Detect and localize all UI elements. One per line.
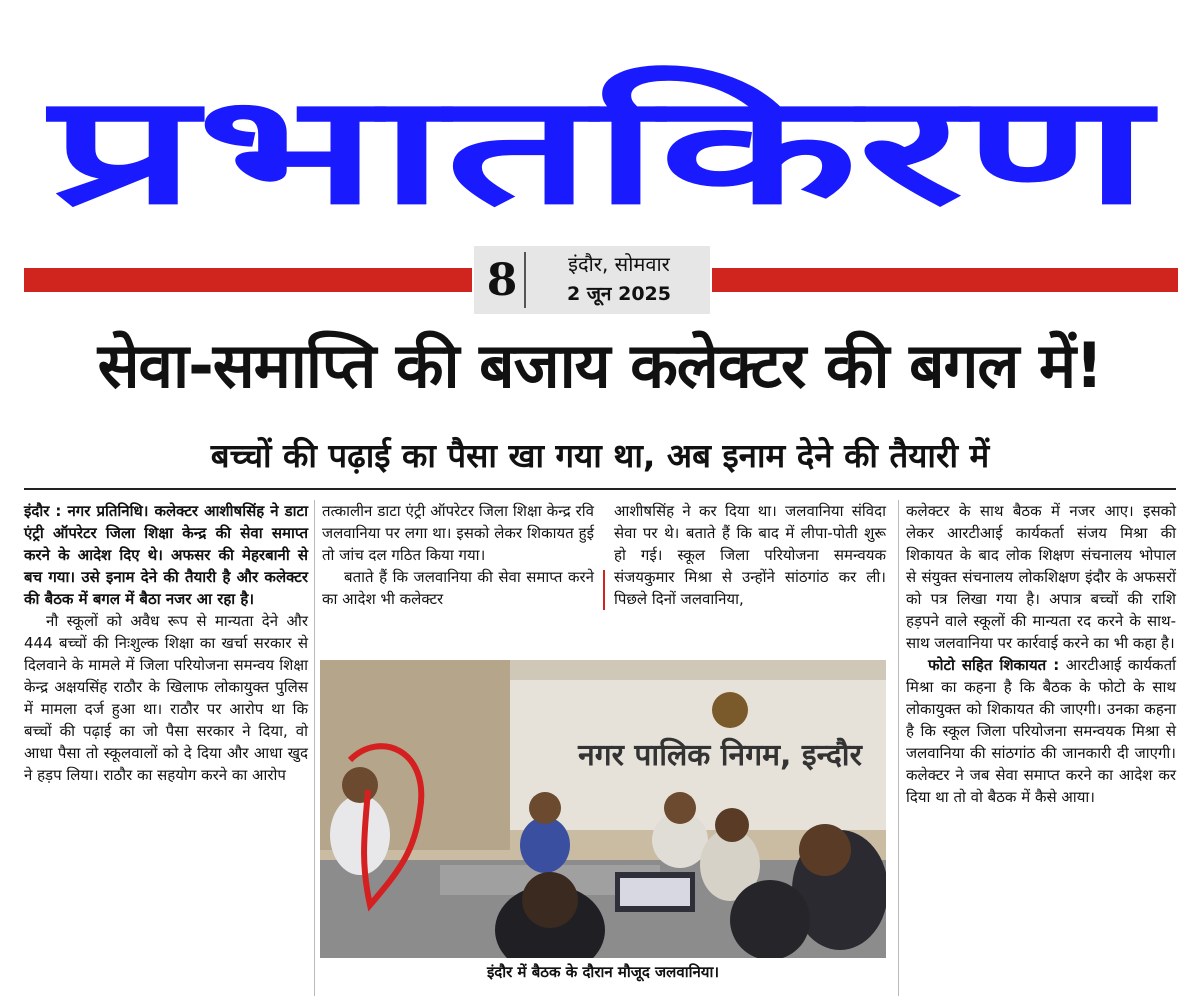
- masthead-logo: [40, 52, 1160, 242]
- article-col2-p2: बताते हैं कि जलवानिया की सेवा समाप्त करने का आदेश भी कलेक्टर: [322, 568, 594, 608]
- masthead-red-bar-right: [712, 268, 1178, 292]
- article-col2-p1: तत्कालीन डाटा एंट्री ऑपरेटर जिला शिक्षा केन्द्र रवि जलवानिया पर लगा था। इसको लेकर शिकायत हुई तो जांच दल गठित किया गया।: [322, 502, 594, 564]
- red-margin-mark: [603, 570, 605, 610]
- article-col4-p1: कलेक्टर के साथ बैठक में नजर आए। इसको लेकर आरटीआई कार्यकर्ता संजय मिश्रा की शिकायत के बाद लोक शिक्षण संचनालय भोपाल से संयुक्त संचनालय लोकशिक्षण इंदौर के अफसरों को पत्र लिखा गया है। अपात्र बच्चों की राशि हड़पने वाले स्कूलों की मान्यता रद करने के साथ-साथ जलवानिया पर कार्रवाई करने का भी कहा है।: [906, 502, 1176, 652]
- article-column-2: [322, 500, 594, 610]
- page-number: 8: [486, 254, 518, 306]
- column-divider: [314, 500, 315, 996]
- article-col4-subhead: फोटो सहित शिकायत :: [928, 656, 1060, 674]
- article-lead-paragraph: [24, 500, 308, 610]
- masthead-red-bar-left: [24, 268, 472, 292]
- article-col4-p2: आरटीआई कार्यकर्ता मिश्रा का कहना है कि बैठक के फोटो के साथ लोकायुक्त को शिकायत की जाएगी। उनका कहना है कि स्कूल जिला परियोजना समन्वयक मिश्रा से जलवानिया की सांठगांठ की जानकारी दी जाएगी। कलेक्टर ने जब सेवा समाप्त करने का आदेश कर दिया था तो वो बैठक में कैसे आया।: [906, 656, 1177, 806]
- column-divider: [898, 500, 899, 996]
- headline: सेवा-समाप्ति की बजाय कलेक्टर की बगल में!: [97, 329, 1103, 402]
- article-column-4: [906, 500, 1176, 808]
- article-col3-p1: आशीषसिंह ने कर दिया था। जलवानिया संविदा सेवा पर थे। बताते हैं कि बाद में लीपा-पोती शुरू हो गई। स्कूल जिला परियोजना समन्वयक संजयकुमार मिश्रा से उन्होंने सांठगांठ कर ली। पिछले दिनों जलवानिया,: [614, 502, 886, 608]
- edition-divider: [524, 252, 526, 308]
- subheadline: बच्चों की पढ़ाई का पैसा खा गया था, अब इनाम देने की तैयारी में: [210, 436, 990, 475]
- article-column-1: [24, 500, 308, 786]
- edition-box: [474, 246, 710, 314]
- photo-wall-sign: नगर पालिक निगम, इन्दौर: [578, 738, 862, 773]
- article-lead: कलेक्टर आशीषसिंह ने डाटा एंट्री ऑपरेटर जिला शिक्षा केन्द्र की सेवा समाप्त करने के आदेश दिए थे। अफसर की मेहरबानी से बच गया। उसे इनाम देने की तैयारी है और कलेक्टर की बैठक में बगल में बैठा नजर आ रहा है।: [24, 502, 308, 608]
- article-column-3: [614, 500, 886, 610]
- article-dateline: इंदौर : नगर प्रतिनिधि।: [24, 502, 149, 520]
- masthead-title: प्रभातकिरण: [44, 64, 1158, 238]
- article-col1-body: नौ स्कूलों को अवैध रूप से मान्यता देने और 444 बच्चों की निःशुल्क शिक्षा का खर्चा सरकार से दिलवाने के मामले में जिला परियोजना समन्वय शिक्षा केन्द्र अक्षयसिंह राठौर के खिलाफ लोकायुक्त पुलिस में मामला दर्ज हुआ था। राठौर पर आरोप था कि बच्चों की पढ़ाई का जो पैसा सरकार ने दिया, वो आधा पैसा तो स्कूलवालों को दे दिया और आधा खुद ने हड़प लिया। राठौर का सहयोग करने का आरोप: [24, 612, 308, 784]
- edition-date: 2 जून 2025: [567, 283, 671, 305]
- meeting-photo: [320, 660, 886, 958]
- subhead-rule: [24, 488, 1176, 490]
- edition-city-day: इंदौर, सोमवार: [568, 252, 670, 276]
- photo-caption: इंदौर में बैठक के दौरान मौजूद जलवानिया।: [486, 963, 720, 981]
